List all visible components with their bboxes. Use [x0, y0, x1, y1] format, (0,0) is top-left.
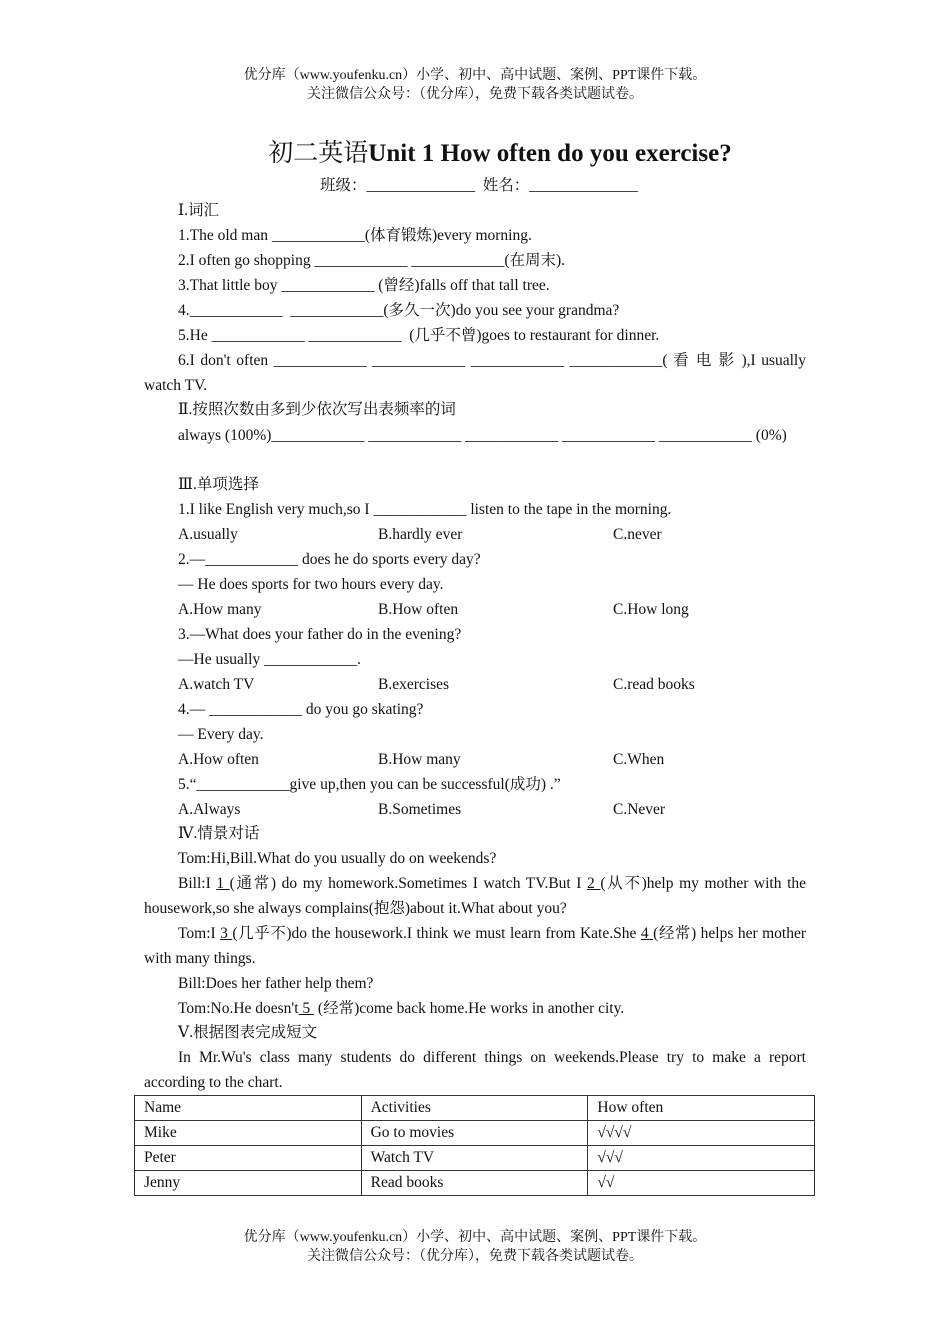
page-footer [0, 1228, 950, 1266]
table-row [135, 1121, 815, 1146]
activity-table [134, 1095, 815, 1196]
table-header-cell: Name [135, 1096, 362, 1121]
table-header-cell: How often [588, 1096, 815, 1121]
s3-q3-option-c: C.read books [613, 676, 695, 693]
s3-q2-option-c: C.How long [613, 601, 689, 618]
s3-q3-option-a: A.watch TV [178, 676, 255, 693]
s3-q5-option-b: B.Sometimes [378, 801, 462, 818]
dialogue-line-3: Tom:I 3 (几乎不)do the housework.I think we must learn from Kate.She 4 (经常) helps her mother with many things. [144, 925, 806, 967]
page-header [0, 66, 950, 104]
section-4-heading: Ⅳ.情景对话 [178, 825, 260, 842]
blank-5: 5 [298, 1000, 315, 1017]
s3-q2-stem: 2.—____________ does he do sports every day? [178, 551, 481, 568]
dialogue-line-2: Bill:I 1 (通常) do my homework.Sometimes I watch TV.But I 2 (从不)help my mother with the housework,so she always complains(抱怨)about it.What about you? [144, 875, 807, 917]
s2-frequency-line: always (100%)____________ ____________ ____________ ____________ ____________ (0%) [178, 427, 787, 444]
page-title [0, 133, 950, 169]
s3-q5-option-a: A.Always [178, 801, 241, 818]
s3-q5-option-c: C.Never [613, 801, 666, 818]
s1-question-6: 6.I don't often ____________ ____________ ____________ ____________( 看 电 影 ),I usually watch TV. [144, 352, 806, 394]
table-cell: Watch TV [361, 1146, 588, 1171]
header-line-1: 优分库（www.youfenku.cn）小学、初中、高中试题、案例、PPT课件下载。 [243, 68, 707, 83]
blank-1: 1 [216, 875, 230, 892]
s3-q1-option-c: C.never [613, 526, 662, 543]
s1-question-2: 2.I often go shopping ____________ ____________(在周末). [178, 252, 566, 269]
table-header-cell: Activities [361, 1096, 588, 1121]
header-line-2: 关注微信公众号：（优分库），免费下载各类试题试卷。 [307, 87, 643, 102]
s1-question-3: 3.That little boy ____________ (曾经)falls off that tall tree. [178, 277, 550, 294]
table-row [135, 1146, 815, 1171]
s3-q4-option-c: C.When [613, 751, 665, 768]
dialogue-line-1: Tom:Hi,Bill.What do you usually do on weekends? [178, 850, 497, 867]
table-cell: √√√√ [588, 1121, 815, 1146]
footer-line-2: 关注微信公众号：（优分库），免费下载各类试题试卷。 [307, 1249, 643, 1264]
table-header-row [135, 1096, 815, 1121]
table-cell: √√√ [588, 1146, 815, 1171]
section-3-heading: Ⅲ.单项选择 [178, 476, 259, 493]
s3-q3-stem-2: —He usually ____________. [178, 651, 361, 668]
footer-line-1: 优分库（www.youfenku.cn）小学、初中、高中试题、案例、PPT课件下载。 [243, 1230, 707, 1245]
s1-question-5: 5.He ____________ ____________ (几乎不曾)goes to restaurant for dinner. [178, 327, 660, 344]
s1-question-4: 4.____________ ____________(多久一次)do you see your grandma? [178, 302, 620, 319]
s3-q4-option-a: A.How often [178, 751, 259, 768]
s3-q4-option-b: B.How many [378, 751, 461, 768]
s3-q1-option-b: B.hardly ever [378, 526, 463, 543]
section-2-heading: Ⅱ.按照次数由多到少依次写出表频率的词 [178, 401, 456, 418]
table-row [135, 1171, 815, 1196]
table-cell: Read books [361, 1171, 588, 1196]
table-cell: Mike [135, 1121, 362, 1146]
s5-intro: In Mr.Wu's class many students do different things on weekends.Please try to make a report according to the chart. [144, 1049, 806, 1091]
blank-4: 4 [640, 925, 654, 942]
s3-q5-stem: 5.“____________give up,then you can be successful(成功) .” [178, 776, 561, 793]
table-cell: Go to movies [361, 1121, 588, 1146]
s3-q1-stem: 1.I like English very much,so I ____________ listen to the tape in the morning. [178, 501, 672, 518]
s3-q3-stem: 3.—What does your father do in the evening? [178, 626, 462, 643]
student-info: 班级：______________ 姓名：______________ [320, 177, 638, 194]
table-cell: Peter [135, 1146, 362, 1171]
title-en: Unit 1 How often do you exercise? [368, 140, 732, 167]
dialogue-line-5: Tom:No.He doesn't 5 (经常)come back home.He works in another city. [178, 1000, 625, 1017]
table-cell: √√ [588, 1171, 815, 1196]
dialogue-line-4: Bill:Does her father help them? [178, 975, 374, 992]
table-cell: Jenny [135, 1171, 362, 1196]
s3-q4-stem-2: — Every day. [178, 726, 264, 743]
section-5-heading: Ⅴ.根据图表完成短文 [178, 1024, 318, 1041]
s3-q1-option-a: A.usually [178, 526, 238, 543]
section-1-heading: Ⅰ.词汇 [178, 202, 219, 219]
title-cn: 初二英语 [268, 140, 369, 167]
blank-3: 3 [220, 925, 233, 942]
s3-q2-option-a: A.How many [178, 601, 262, 618]
s3-q3-option-b: B.exercises [378, 676, 450, 693]
s3-q4-stem: 4.— ____________ do you go skating? [178, 701, 424, 718]
s1-question-1: 1.The old man ____________(体育锻炼)every morning. [178, 227, 532, 244]
s3-q2-option-b: B.How often [378, 601, 459, 618]
blank-2: 2 [587, 875, 601, 892]
s3-q2-stem-2: — He does sports for two hours every day. [178, 576, 444, 593]
